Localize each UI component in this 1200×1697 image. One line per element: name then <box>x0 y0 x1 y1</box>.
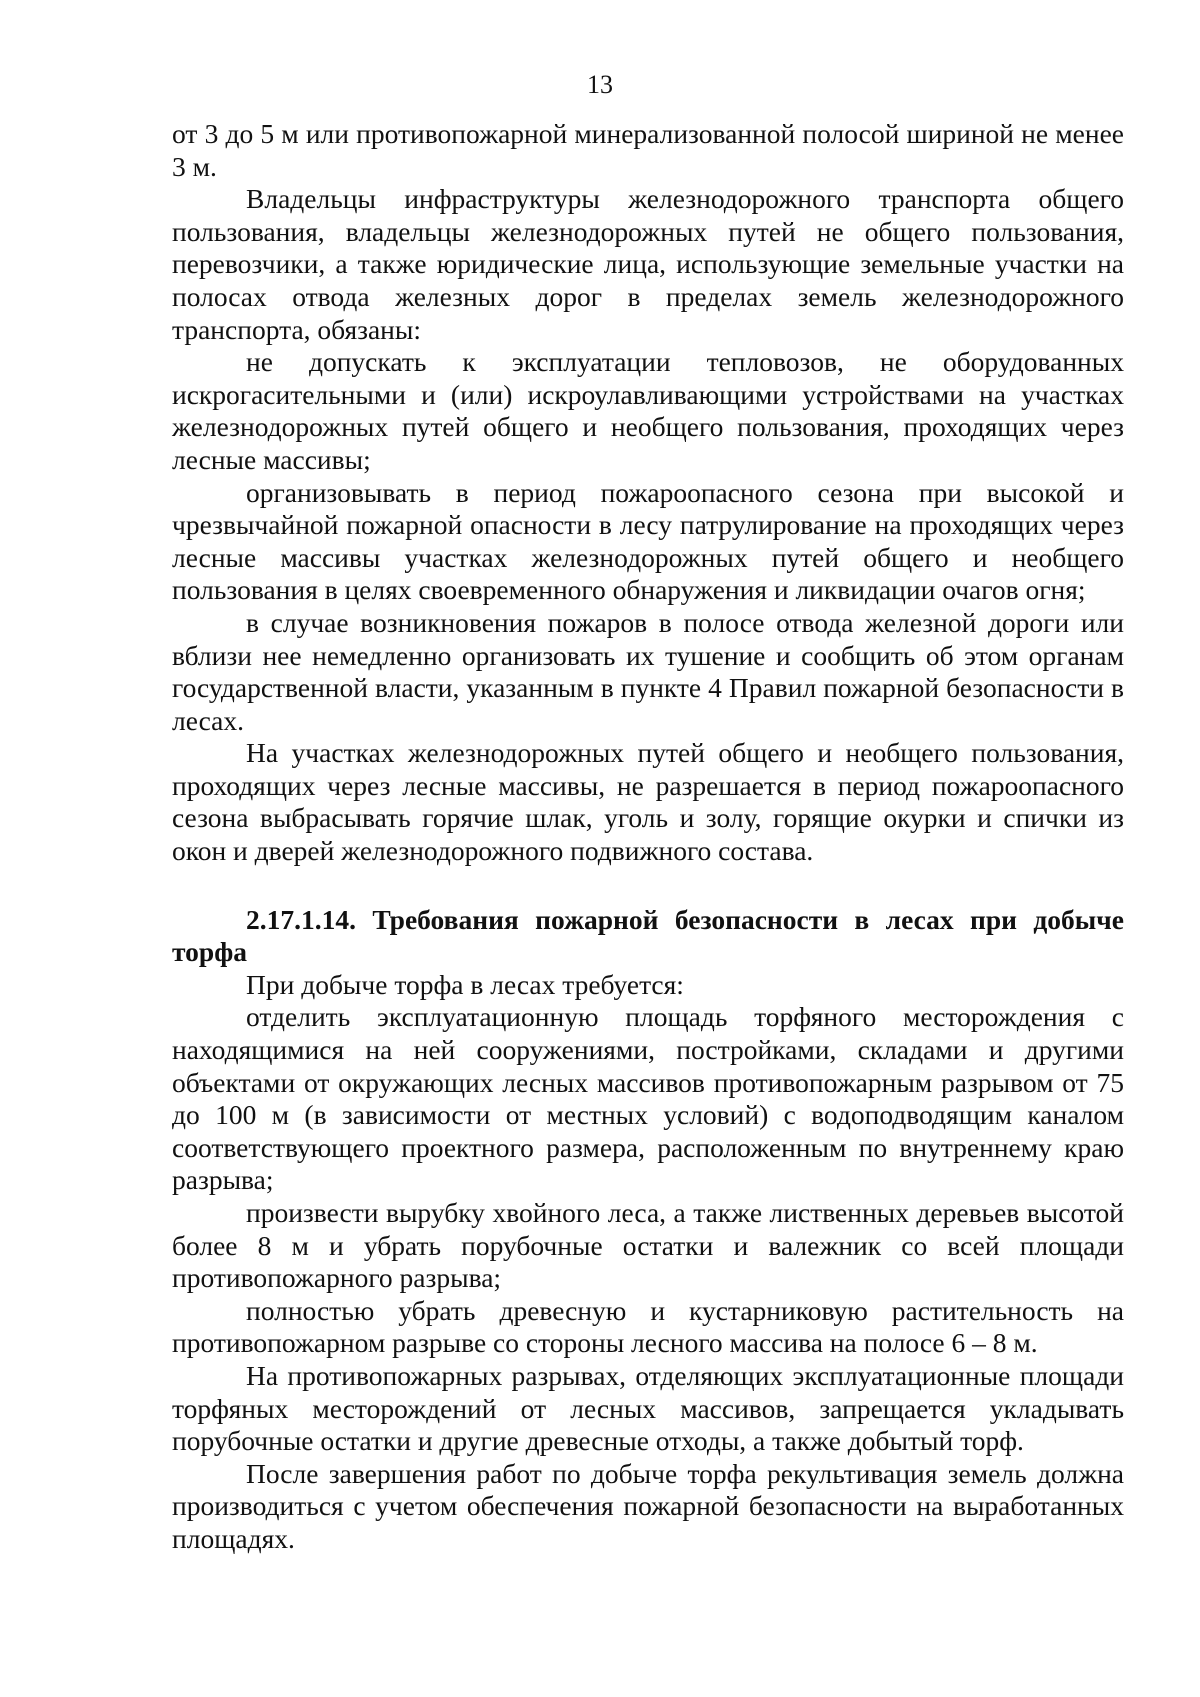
paragraph-continuation: от 3 до 5 м или противопожарной минерализованной полосой шириной не менее 3 м. <box>172 118 1124 182</box>
document-body <box>172 118 1124 1556</box>
paragraph-prohibition: На участках железнодорожных путей общего и необщего пользования, проходящих через лесные массивы, не разрешается в период пожароопасного сезона выбрасывать горячие шлак, уголь и золу, горящие окурки и спички из окон и дверей железнодорожного подвижного состава. <box>172 737 1124 867</box>
paragraph-fire-response: в случае возникновения пожаров в полосе отвода железной дороги или вблизи нее немедленно организовать их тушение и сообщить об этом органам государственной власти, указанным в пункте 4 Правил пожарной безопасности в лесах. <box>172 606 1124 736</box>
section-heading: 2.17.1.14. Требования пожарной безопасности в лесах при добыче торфа <box>172 903 1124 968</box>
paragraph-peat-recultivation: После завершения работ по добыче торфа рекультивация земель должна производиться с учетом обеспечения пожарной безопасности на выработанных площадях. <box>172 1457 1124 1554</box>
paragraph-peat-intro: При добыче торфа в лесах требуется: <box>246 968 684 1000</box>
paragraph-railway-owners: Владельцы инфраструктуры железнодорожного транспорта общего пользования, владельцы железнодорожных путей не общего пользования, перевозчики, а также юридические лица, использующие земельные участки на полосах отвода железных дорог в пределах земель железнодорожного транспорта, обязаны: <box>172 183 1124 345</box>
paragraph-locomotives: не допускать к эксплуатации тепловозов, не оборудованных искрогасительными и (или) искроулавливающими устройствами на участках железнодорожных путей общего и необщего пользования, проходящих через лесные массивы; <box>172 346 1124 475</box>
paragraph-peat-vegetation: полностью убрать древесную и кустарниковую растительность на противопожарном разрыве со стороны лесного массива на полосе 6 – 8 м. <box>172 1294 1124 1359</box>
page-number: 13 <box>587 70 613 99</box>
paragraph-peat-separation: отделить эксплуатационную площадь торфяного месторождения с находящимися на ней сооружениями, постройками, складами и другими объектами от окружающих лесных массивов противопожарным разрывом от 75 до 100 м (в зависимости от местных условий) с водоподводящим каналом соответствующего проектного размера, расположенным по внутреннему краю разрыва; <box>172 1001 1124 1196</box>
paragraph-peat-firebreaks: На противопожарных разрывах, отделяющих эксплуатационные площади торфяных месторождений от лесных массивов, запрещается укладывать порубочные остатки и другие древесные отходы, а также добытый торф. <box>172 1359 1124 1457</box>
paragraph-patrolling: организовывать в период пожароопасного сезона при высокой и чрезвычайной пожарной опасности в лесу патрулирование на проходящих через лесные массивы участках железнодорожных путей общего и необщего пользования в целях своевременного обнаружения и ликвидации очагов огня; <box>172 476 1124 606</box>
paragraph-peat-clearing: произвести вырубку хвойного леса, а также лиственных деревьев высотой более 8 м и убрать порубочные остатки и валежник со всей площади противопожарного разрыва; <box>172 1197 1124 1294</box>
